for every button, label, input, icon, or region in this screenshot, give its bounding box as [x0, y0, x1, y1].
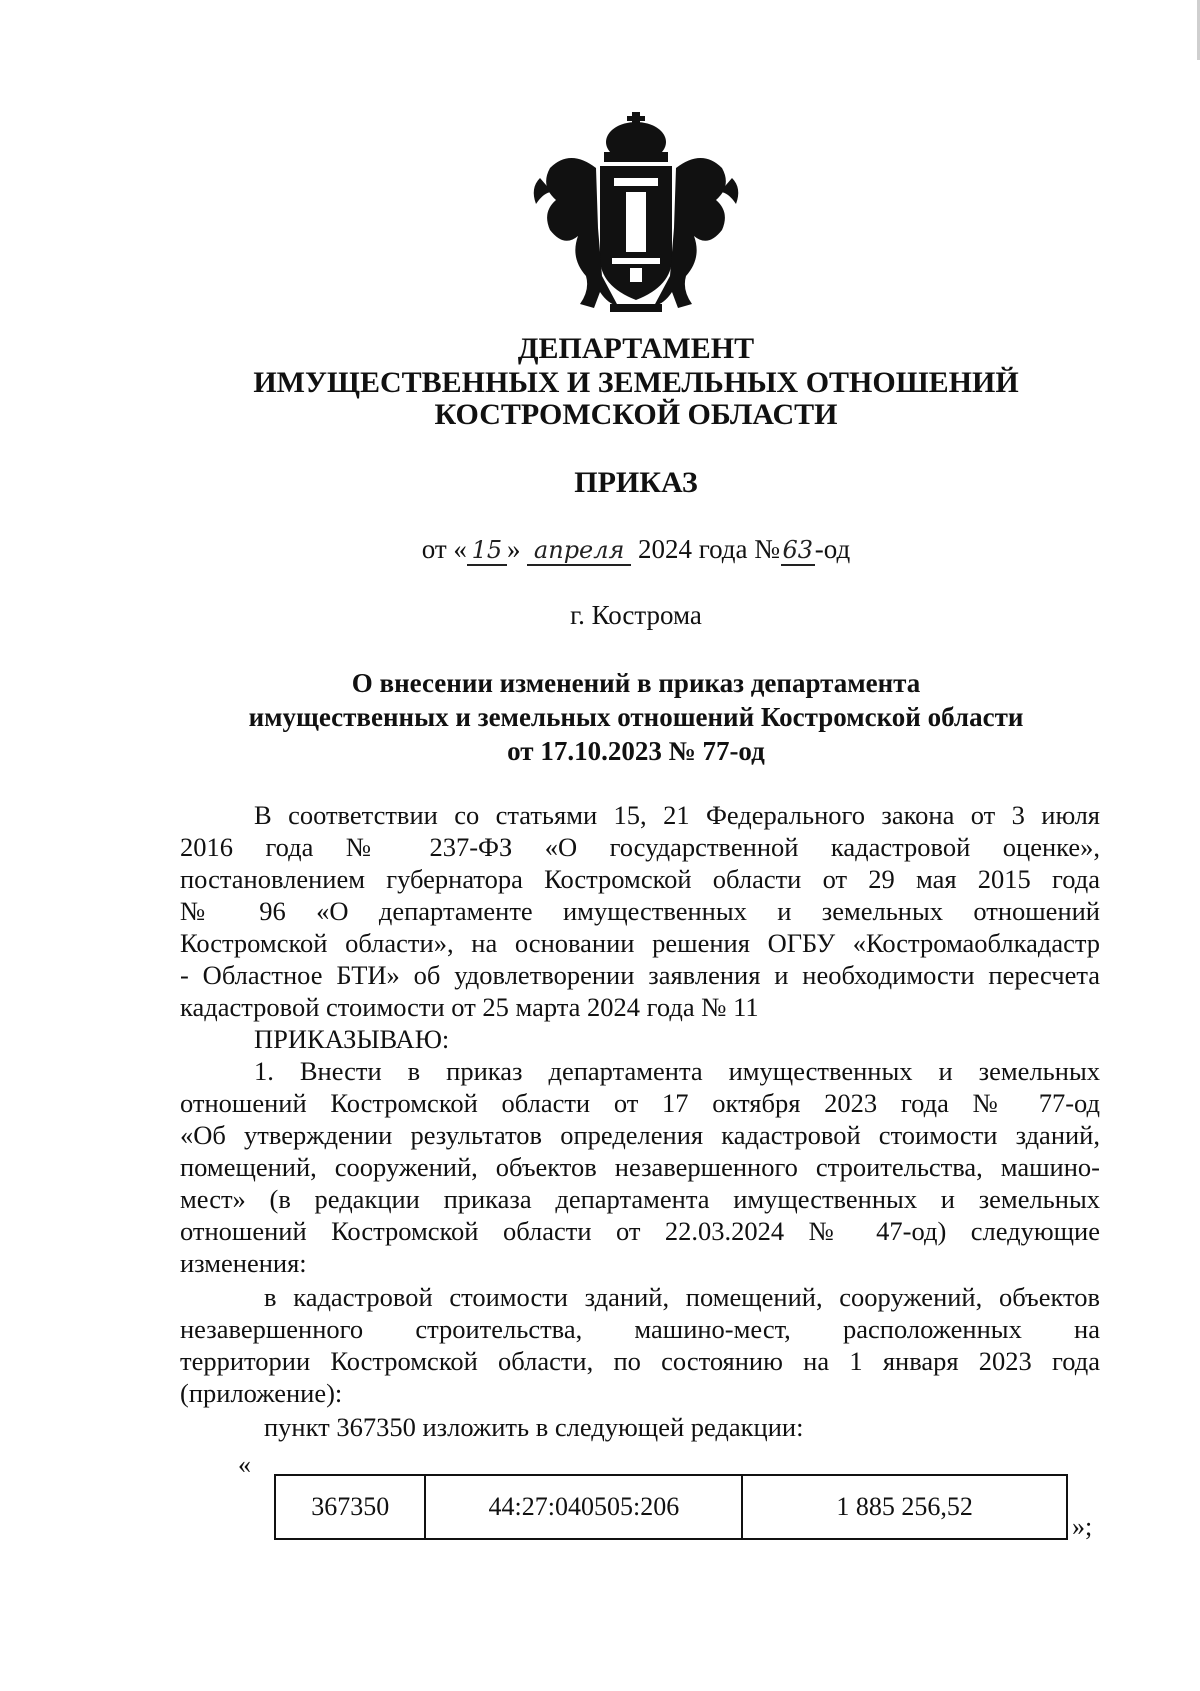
body-paragraph-2-line-2: отношений Костромской области от 17 октября 2023 года № 77-од: [180, 1088, 1100, 1118]
table-cell-cadastral-number: 44:27:040505:206: [425, 1475, 742, 1539]
date-mid: »: [506, 534, 521, 564]
closing-quote: »;: [1072, 1512, 1093, 1541]
body-paragraph-1-line-5: Костромской области», на основании решения ОГБУ «Костромаоблкадастр: [180, 928, 1100, 958]
cadastral-table: [274, 1474, 1068, 1540]
body-paragraph-2-line-5: мест» (в редакции приказа департамента имущественных и земельных: [180, 1184, 1100, 1214]
coat-of-arms-emblem: [530, 108, 742, 320]
date-month-handwritten: апреля: [527, 536, 631, 566]
subject-line-1: О внесении изменений в приказ департамента: [351, 668, 921, 698]
department-line-3: КОСТРОМСКОЙ ОБЛАСТИ: [434, 398, 838, 431]
department-line-2: ИМУЩЕСТВЕННЫХ И ЗЕМЕЛЬНЫХ ОТНОШЕНИЙ: [253, 366, 1019, 399]
table-cell-cadastral-value: 1 885 256,52: [742, 1475, 1067, 1539]
body-paragraph-3-line-3: территории Костромской области, по состоянию на 1 января 2023 года: [180, 1346, 1100, 1376]
body-paragraph-1-line-7: кадастровой стоимости от 25 марта 2024 года № 11: [180, 992, 759, 1022]
date-day-handwritten: 15: [467, 536, 507, 566]
body-paragraph-1-line-3: постановлением губернатора Костромской области от 29 мая 2015 года: [180, 864, 1100, 894]
date-prefix: от «: [421, 534, 467, 564]
order-word: ПРИКАЗЫВАЮ:: [254, 1024, 450, 1054]
body-paragraph-3-line-2: незавершенного строительства, машино-мест, расположенных на: [180, 1314, 1100, 1344]
order-date-line: [36, 534, 1200, 566]
body-paragraph-3-line-4: (приложение):: [180, 1378, 343, 1408]
table-cell-item-number: 367350: [275, 1475, 425, 1539]
body-paragraph-2-line-6: отношений Костромской области от 22.03.2024 № 47-од) следующие: [180, 1216, 1100, 1246]
body-paragraph-2-line-3: «Об утверждении результатов определения кадастровой стоимости зданий,: [180, 1120, 1100, 1150]
department-line-1: ДЕПАРТАМЕНТ: [517, 332, 755, 365]
body-paragraph-2-line-1: 1. Внести в приказ департамента имущественных и земельных: [254, 1056, 1100, 1086]
order-number-handwritten: 63: [782, 536, 814, 564]
subject-line-3: от 17.10.2023 № 77-од: [507, 736, 765, 766]
body-paragraph-1-line-4: № 96 «О департаменте имущественных и земельных отношений: [180, 896, 1100, 926]
place-of-issue: г. Кострома: [570, 600, 702, 630]
table-row: [275, 1475, 1067, 1539]
body-paragraph-1-line-2: 2016 года № 237-ФЗ «О государственной кадастровой оценке»,: [180, 832, 1100, 862]
body-paragraph-4-line-1: пункт 367350 изложить в следующей редакции:: [264, 1412, 804, 1442]
subject-line-2: имущественных и земельных отношений Костромской области: [248, 702, 1024, 732]
body-paragraph-3-line-1: в кадастровой стоимости зданий, помещений, сооружений, объектов: [264, 1282, 1100, 1312]
date-year-text: 2024 года №: [637, 534, 781, 564]
order-number-suffix: -од: [814, 534, 851, 564]
opening-quote: «: [238, 1450, 251, 1479]
body-paragraph-2-line-4: помещений, сооружений, объектов незавершенного строительства, машино-: [180, 1152, 1100, 1182]
body-paragraph-1-line-6: - Областное БТИ» об удовлетворении заявления и необходимости пересчета: [180, 960, 1100, 990]
document-type-title: ПРИКАЗ: [574, 466, 698, 499]
body-paragraph-2-line-7: изменения:: [180, 1248, 307, 1278]
body-paragraph-1-line-1: В соответствии со статьями 15, 21 Федерального закона от 3 июля: [254, 800, 1100, 830]
